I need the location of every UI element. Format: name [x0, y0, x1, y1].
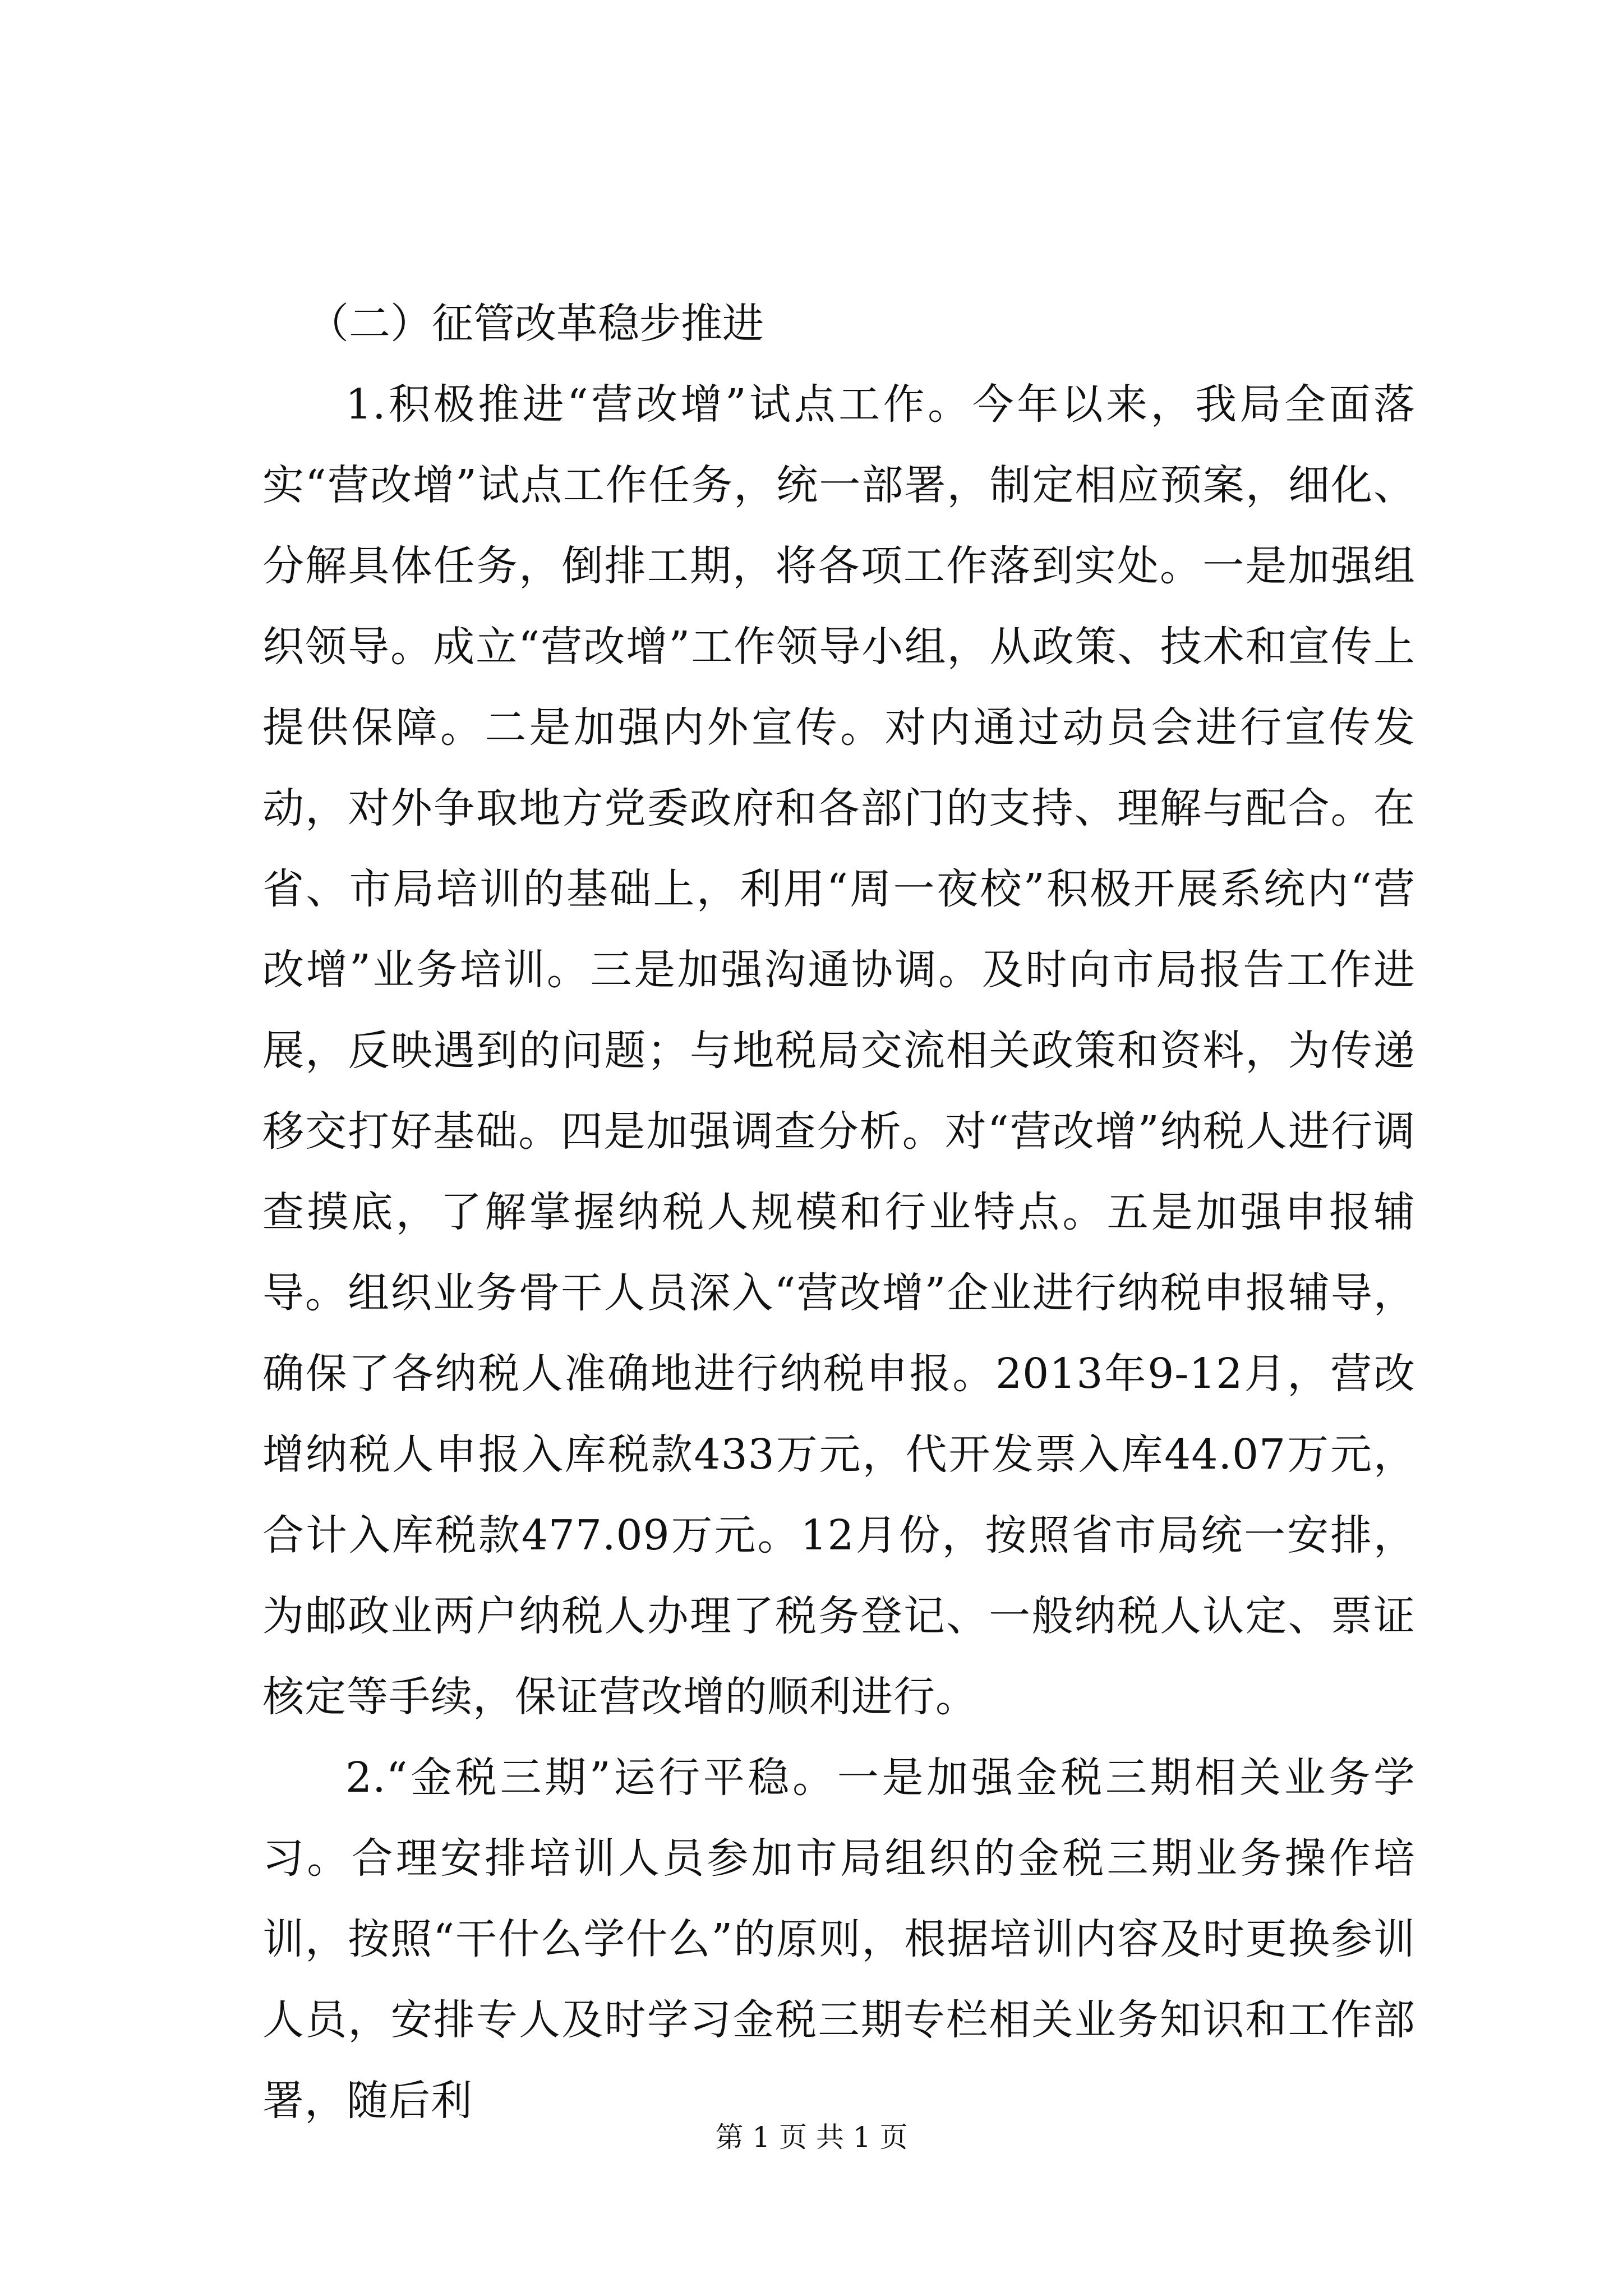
- document-body: [262, 283, 1415, 2141]
- paragraph-2: 2.“金税三期”运行平稳。一是加强金税三期相关业务学习。合理安排培训人员参加市局组织的金税三期业务操作培训，按照“干什么学什么”的原则，根据培训内容及时更换参训人员，安排专人及时学习金税三期专栏相关业务知识和工作部署，随后利: [262, 1754, 1415, 2125]
- page-footer: 第 1 页 共 1 页: [715, 2121, 908, 2154]
- paragraph-1: 1.积极推进“营改增”试点工作。今年以来，我局全面落实“营改增”试点工作任务，统一部署，制定相应预案，细化、分解具体任务，倒排工期，将各项工作落到实处。一是加强组织领导。成立“营改增”工作领导小组，从政策、技术和宣传上提供保障。二是加强内外宣传。对内通过动员会进行宣传发动，对外争取地方党委政府和各部门的支持、理解与配合。在省、市局培训的基础上，利用“周一夜校”积极开展系统内“营改增”业务培训。三是加强沟通协调。及时向市局报告工作进展，反映遇到的问题；与地税局交流相关政策和资料，为传递移交打好基础。四是加强调查分析。对“营改增”纳税人进行调查摸底，了解掌握纳税人规模和行业特点。五是加强申报辅导。组织业务骨干人员深入“营改增”企业进行纳税申报辅导，确保了各纳税人准确地进行纳税申报。2013年9-12月，营改增纳税人申报入库税款433万元，代开发票入库44.07万元，合计入库税款477.09万元。12月份，按照省市局统一安排，为邮政业两户纳税人办理了税务登记、一般纳税人认定、票证核定等手续，保证营改增的顺利进行。: [262, 380, 1415, 1721]
- section-heading: （二）征管改革稳步推进: [307, 300, 764, 348]
